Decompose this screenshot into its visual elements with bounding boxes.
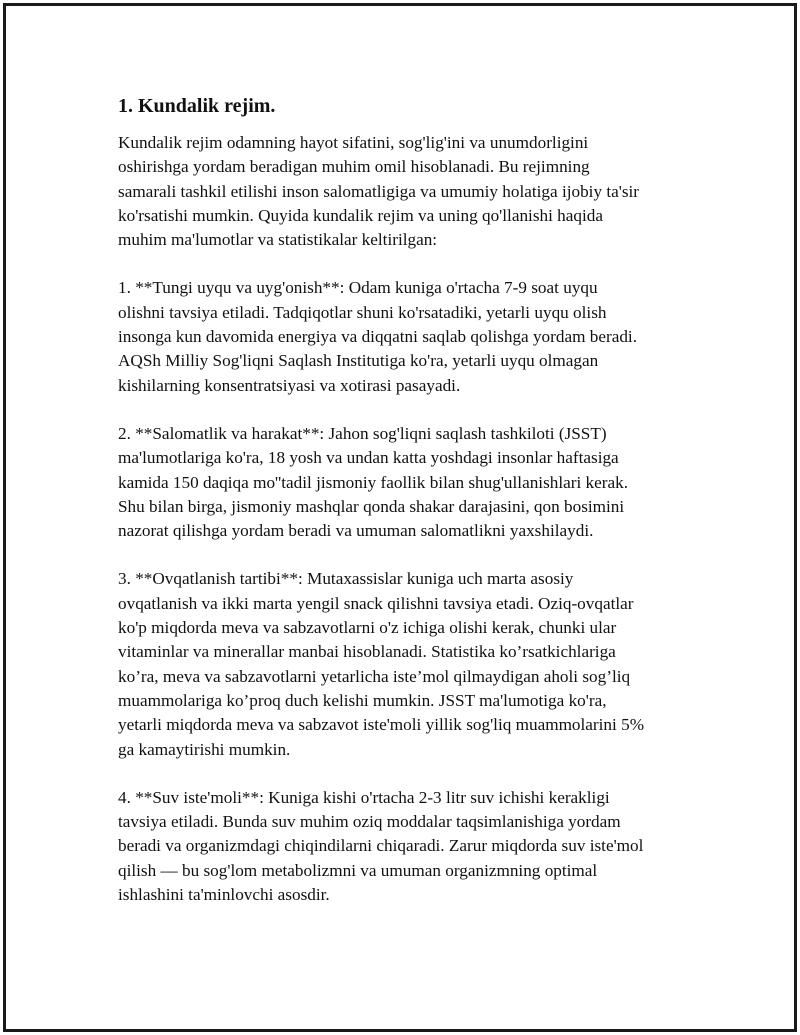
- sleep-paragraph: 1. **Tungi uyqu va uyg'onish**: Odam kuniga o'rtacha 7-9 soat uyqu olishni tavsiya etiladi. Tadqiqotlar shuni ko'rsatadiki, yetarli uyqu olish insonga kun davomida energiya va diqqatni saqlab qolishga yordam beradi. AQSh Milliy Sog'liqni Saqlash Institutiga ko'ra, yetarli uyqu olmagan kishilarning konsentratsiyasi va xotirasi pasayadi.: [118, 278, 637, 395]
- nutrition-paragraph: 3. **Ovqatlanish tartibi**: Mutaxassislar kuniga uch marta asosiy ovqatlanish va ikki marta yengil snack qilishni tavsiya etadi. Oziq-ovqatlar ko'p miqdorda meva va sabzavotlarni o'z ichiga olishi kerak, chunki ular vitaminlar va minerallar manbai hisoblanadi. Statistika ko’rsatkichlariga ko’ra, meva va sabzavotlarni yetarlicha iste’mol qilmaydigan aholi sog’liq muammolariga ko’proq duch kelishi mumkin. JSST ma'lumotiga ko'ra, yetarli miqdorda meva va sabzavot iste'moli yillik sog'liq muammolarini 5% ga kamaytirishi mumkin.: [118, 569, 645, 759]
- water-paragraph: 4. **Suv iste'moli**: Kuniga kishi o'rtacha 2-3 litr suv ichishi kerakligi tavsiya etiladi. Bunda suv muhim oziq moddalar taqsimlanishiga yordam beradi va organizmdagi chiqindilarni chiqaradi. Zarur miqdorda suv iste'mol qilish — bu sog'lom metabolizmni va umuman organizmning optimal ishlashini ta'minlovchi asosdir.: [118, 787, 644, 905]
- activity-paragraph: 2. **Salomatlik va harakat**: Jahon sog'liqni saqlash tashkiloti (JSST) ma'lumotlariga ko'ra, 18 yosh va undan katta yoshdagi insonlar haftasiga kamida 150 daqiqa mo''tadil jismoniy faollik bilan shug'ullanishlari kerak. Shu bilan birga, jismoniy mashqlar qonda shakar darajasini, qon bosimini nazorat qilishga yordam beradi va umuman salomatlikni yaxshilaydi.: [118, 423, 629, 541]
- intro-paragraph: Kundalik rejim odamning hayot sifatini, sog'lig'ini va unumdorligini oshirishga yordam beradigan muhim omil hisoblanadi. Bu rejimning samarali tashkil etilishi inson salomatligiga va umumiy holatiga ijobiy ta'sir ko'rsatishi mumkin. Quyida kundalik rejim va uning qo'llanishi haqida muhim ma'lumotlar va statistikalar keltirilgan:: [118, 133, 640, 250]
- section-heading: 1. Kundalik rejim.: [118, 95, 276, 117]
- document-body: [118, 93, 698, 907]
